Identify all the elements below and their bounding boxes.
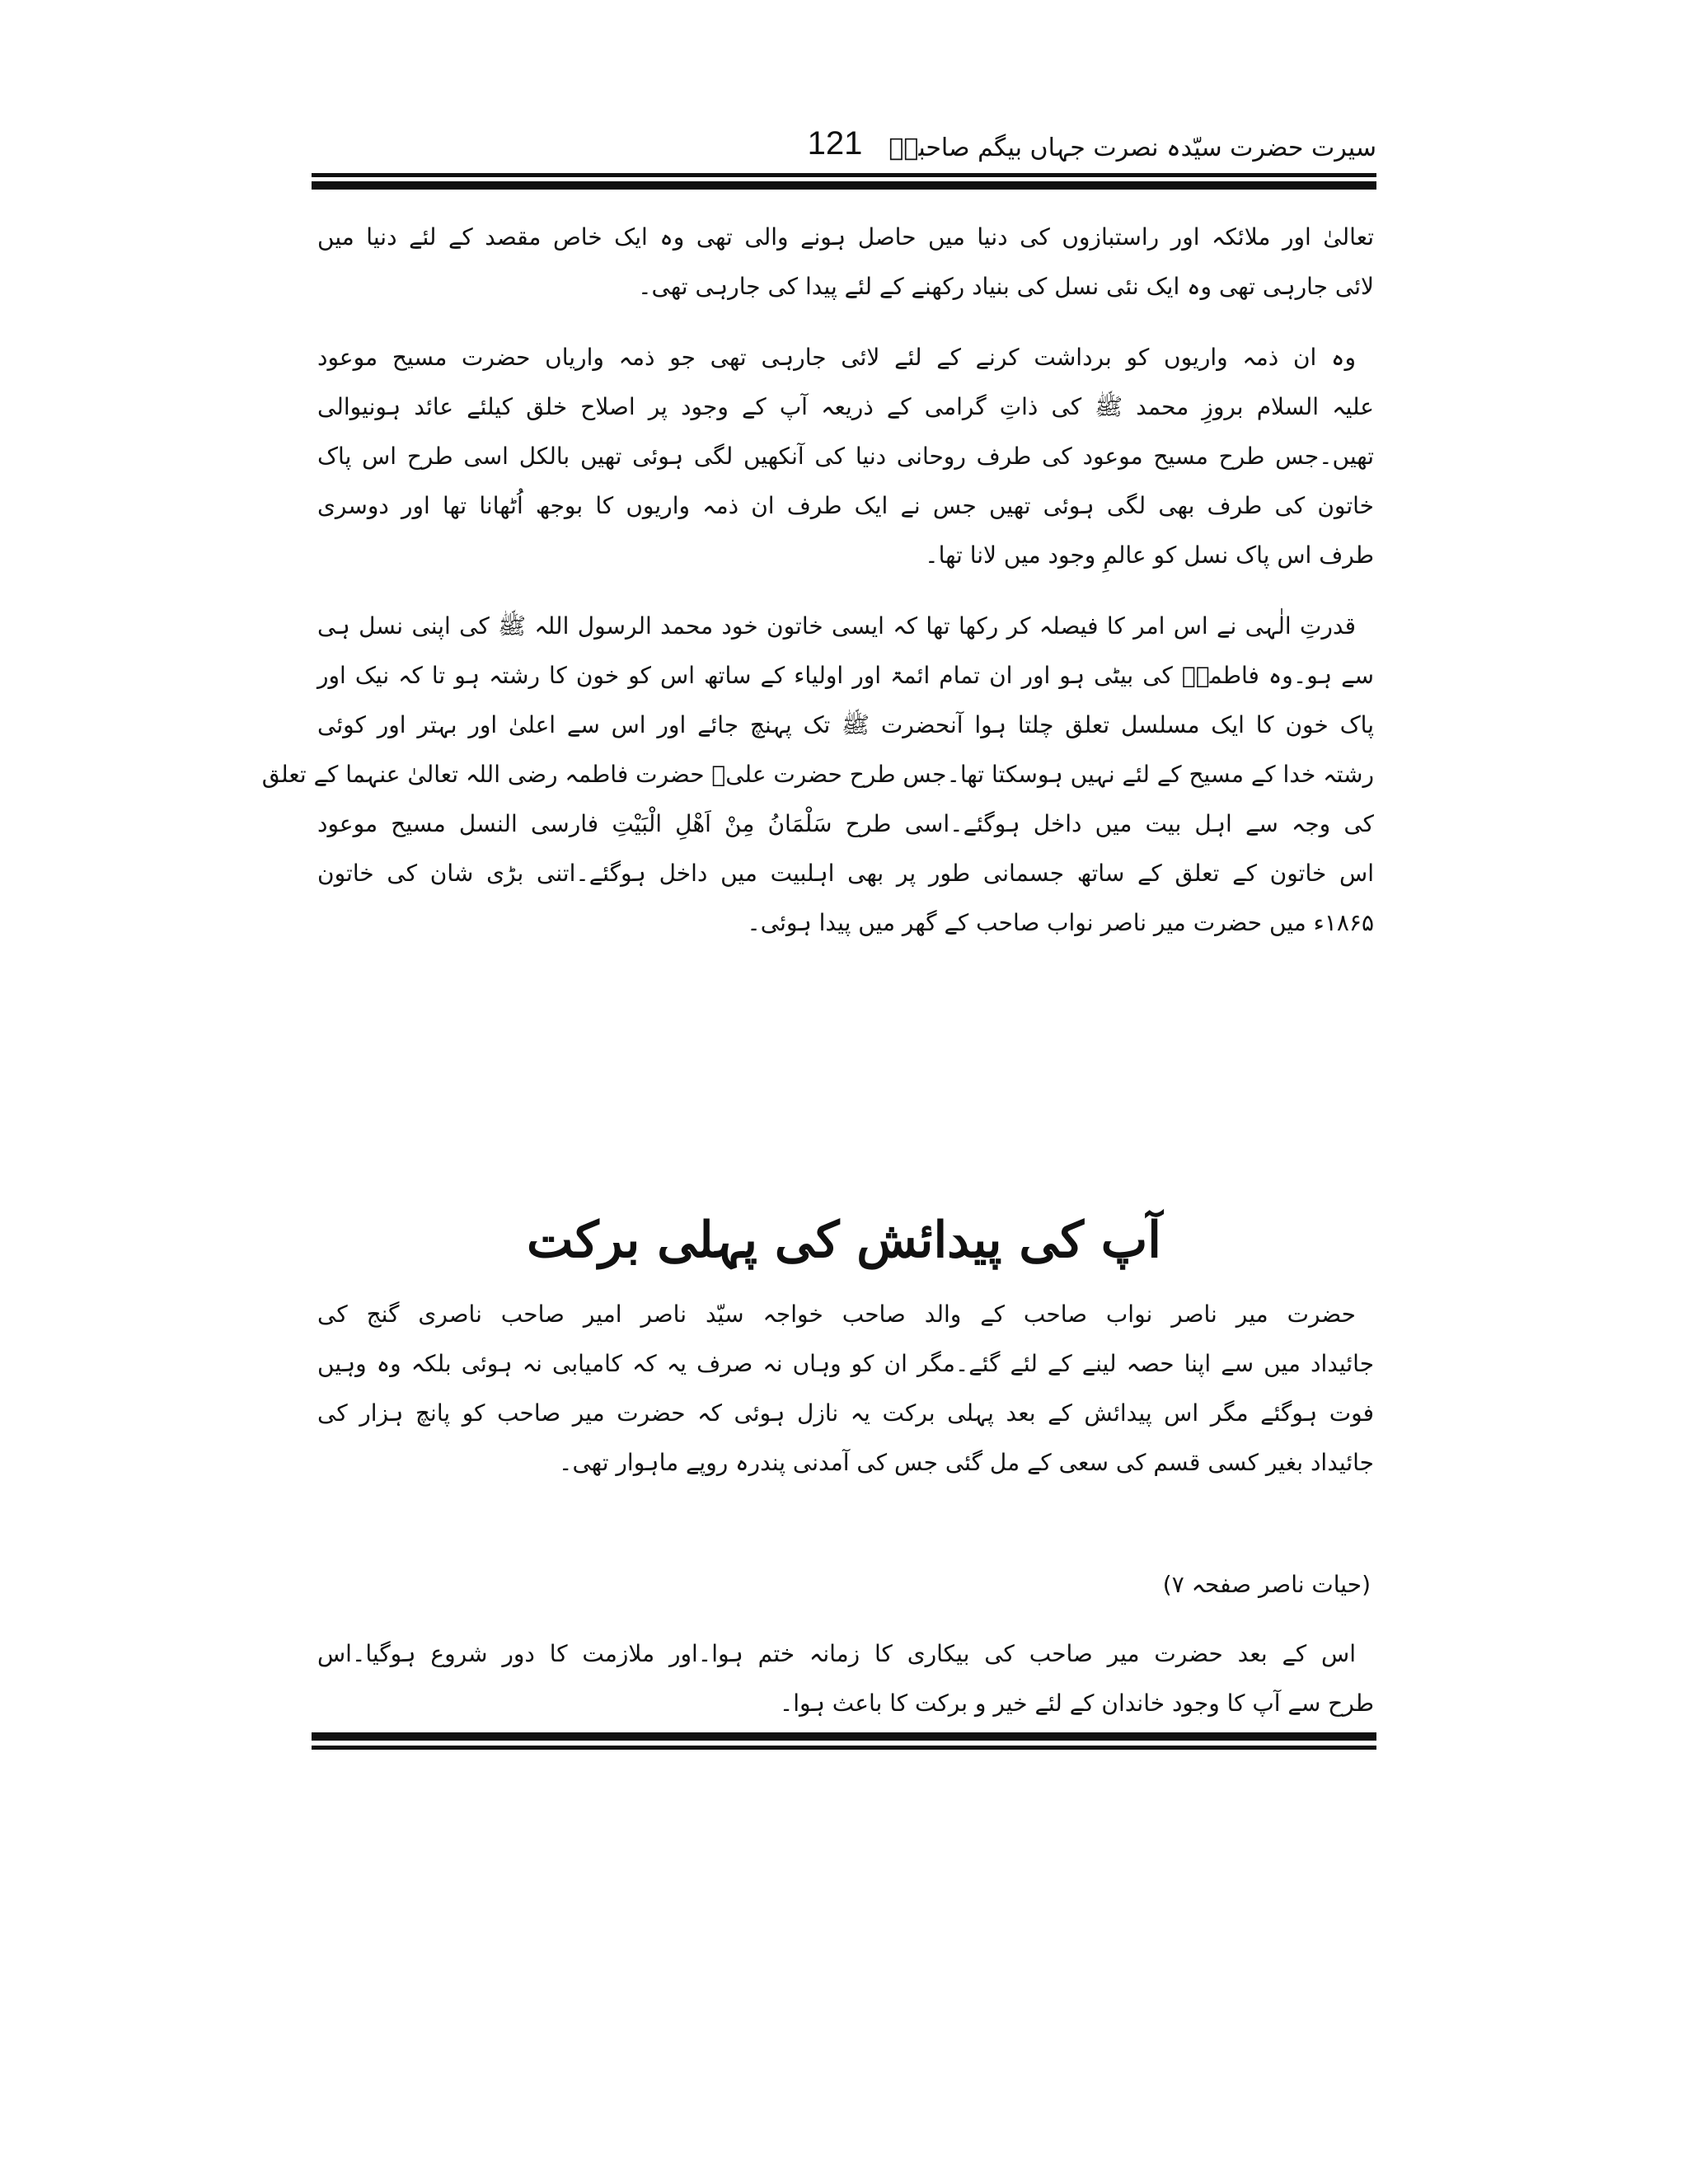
text-line: تھیں۔جس طرح مسیح موعود کی طرف روحانی دنیا کی آنکھیں لگی ہوئی تھیں بالکل اسی طرح اس پاک bbox=[317, 443, 1374, 470]
text-line: پاک خون کا ایک مسلسل تعلق چلتا ہوا آنحضرت ﷺ تک پہنچ جائے اور اس سے اعلیٰ اور بہتر اور کوئی bbox=[317, 711, 1374, 738]
page-header bbox=[312, 125, 1376, 171]
citation-reference: (حیات ناصر صفحہ ۷) bbox=[1162, 1571, 1371, 1598]
running-title: سیرت حضرت سیّدہ نصرت جہاں بیگم صاحبہؓ bbox=[889, 134, 1376, 162]
footer-rule-thin bbox=[312, 1746, 1376, 1750]
text-line: اس خاتون کے تعلق کے ساتھ جسمانی طور پر بھی اہلبیت میں داخل ہوگئے۔اتنی بڑی شان کی خاتون bbox=[317, 860, 1374, 887]
page-number: 121 bbox=[807, 125, 863, 162]
text-line: سے ہو۔وہ فاطمہؓ کی بیٹی ہو اور ان تمام ائمۃ اور اولیاء کے ساتھ اس کو خون کا رشتہ ہو تا کہ نیک اور bbox=[317, 662, 1374, 689]
header-rule-thick bbox=[312, 181, 1376, 190]
text-line: لائی جارہی تھی وہ ایک نئی نسل کی بنیاد رکھنے کے لئے پیدا کی جارہی تھی۔ bbox=[638, 273, 1374, 300]
text-line: طرح سے آپ کا وجود خاندان کے لئے خیر و برکت کا باعث ہوا۔ bbox=[779, 1690, 1374, 1717]
text-line: فوت ہوگئے مگر اس پیدائش کے بعد پہلی برکت یہ نازل ہوئی کہ حضرت میر صاحب کو پانچ ہزار کی bbox=[317, 1399, 1374, 1427]
text-line: حضرت میر ناصر نواب صاحب کے والد صاحب خواجہ سیّد ناصر امیر صاحب ناصری گنج کی bbox=[317, 1301, 1356, 1328]
text-line: قدرتِ الٰہی نے اس امر کا فیصلہ کر رکھا تھا کہ ایسی خاتون خود محمد الرسول اللہ ﷺ کی اپنی نسل ہی bbox=[317, 612, 1356, 640]
section-heading: آپ کی پیدائش کی پہلی برکت bbox=[527, 1212, 1161, 1269]
text-line: تعالیٰ اور ملائکہ اور راستبازوں کی دنیا میں حاصل ہونے والی تھی وہ ایک خاص مقصد کے لئے دنیا میں bbox=[317, 223, 1374, 251]
text-line: خاتون کی طرف بھی لگی ہوئی تھیں جس نے ایک طرف ان ذمہ واریوں کا بوجھ اُٹھانا تھا اور دوسری bbox=[317, 492, 1374, 519]
text-line: کی وجہ سے اہل بیت میں داخل ہوگئے۔اسی طرح سَلْمَانُ مِنْ اَھْلِ الْبَیْتِ فارسی النسل مسیح موعود bbox=[317, 810, 1374, 837]
text-line: ۱۸۶۵ء میں حضرت میر ناصر نواب صاحب کے گھر میں پیدا ہوئی۔ bbox=[747, 909, 1374, 936]
text-line: وہ ان ذمہ واریوں کو برداشت کرنے کے لئے لائی جارہی تھی جو ذمہ واریاں حضرت مسیح موعود bbox=[317, 344, 1356, 371]
text-line: رشتہ خدا کے مسیح کے لئے نہیں ہوسکتا تھا۔جس طرح حضرت علیؓ حضرت فاطمہ رضی اللہ تعالیٰ عنہما کے تعلق bbox=[261, 761, 1374, 788]
header-rule-thin bbox=[312, 173, 1376, 177]
text-line: جائیداد میں سے اپنا حصہ لینے کے لئے گئے۔مگر ان کو وہاں نہ صرف یہ کہ کامیابی نہ ہوئی بلکہ وہ وہیں bbox=[317, 1350, 1374, 1377]
text-line: علیہ السلام بروزِ محمد ﷺ کی ذاتِ گرامی کے ذریعہ آپ کے وجود پر اصلاح خلق کیلئے عائد ہونیوالی bbox=[317, 393, 1374, 420]
footer-rule-thick bbox=[312, 1732, 1376, 1741]
text-line: اس کے بعد حضرت میر صاحب کی بیکاری کا زمانہ ختم ہوا۔اور ملازمت کا دور شروع ہوگیا۔اس bbox=[317, 1640, 1356, 1667]
text-line: طرف اس پاک نسل کو عالمِ وجود میں لانا تھا۔ bbox=[925, 541, 1374, 569]
text-line: جائیداد بغیر کسی قسم کی سعی کے مل گئی جس کی آمدنی پندرہ روپے ماہوار تھی۔ bbox=[559, 1449, 1374, 1476]
